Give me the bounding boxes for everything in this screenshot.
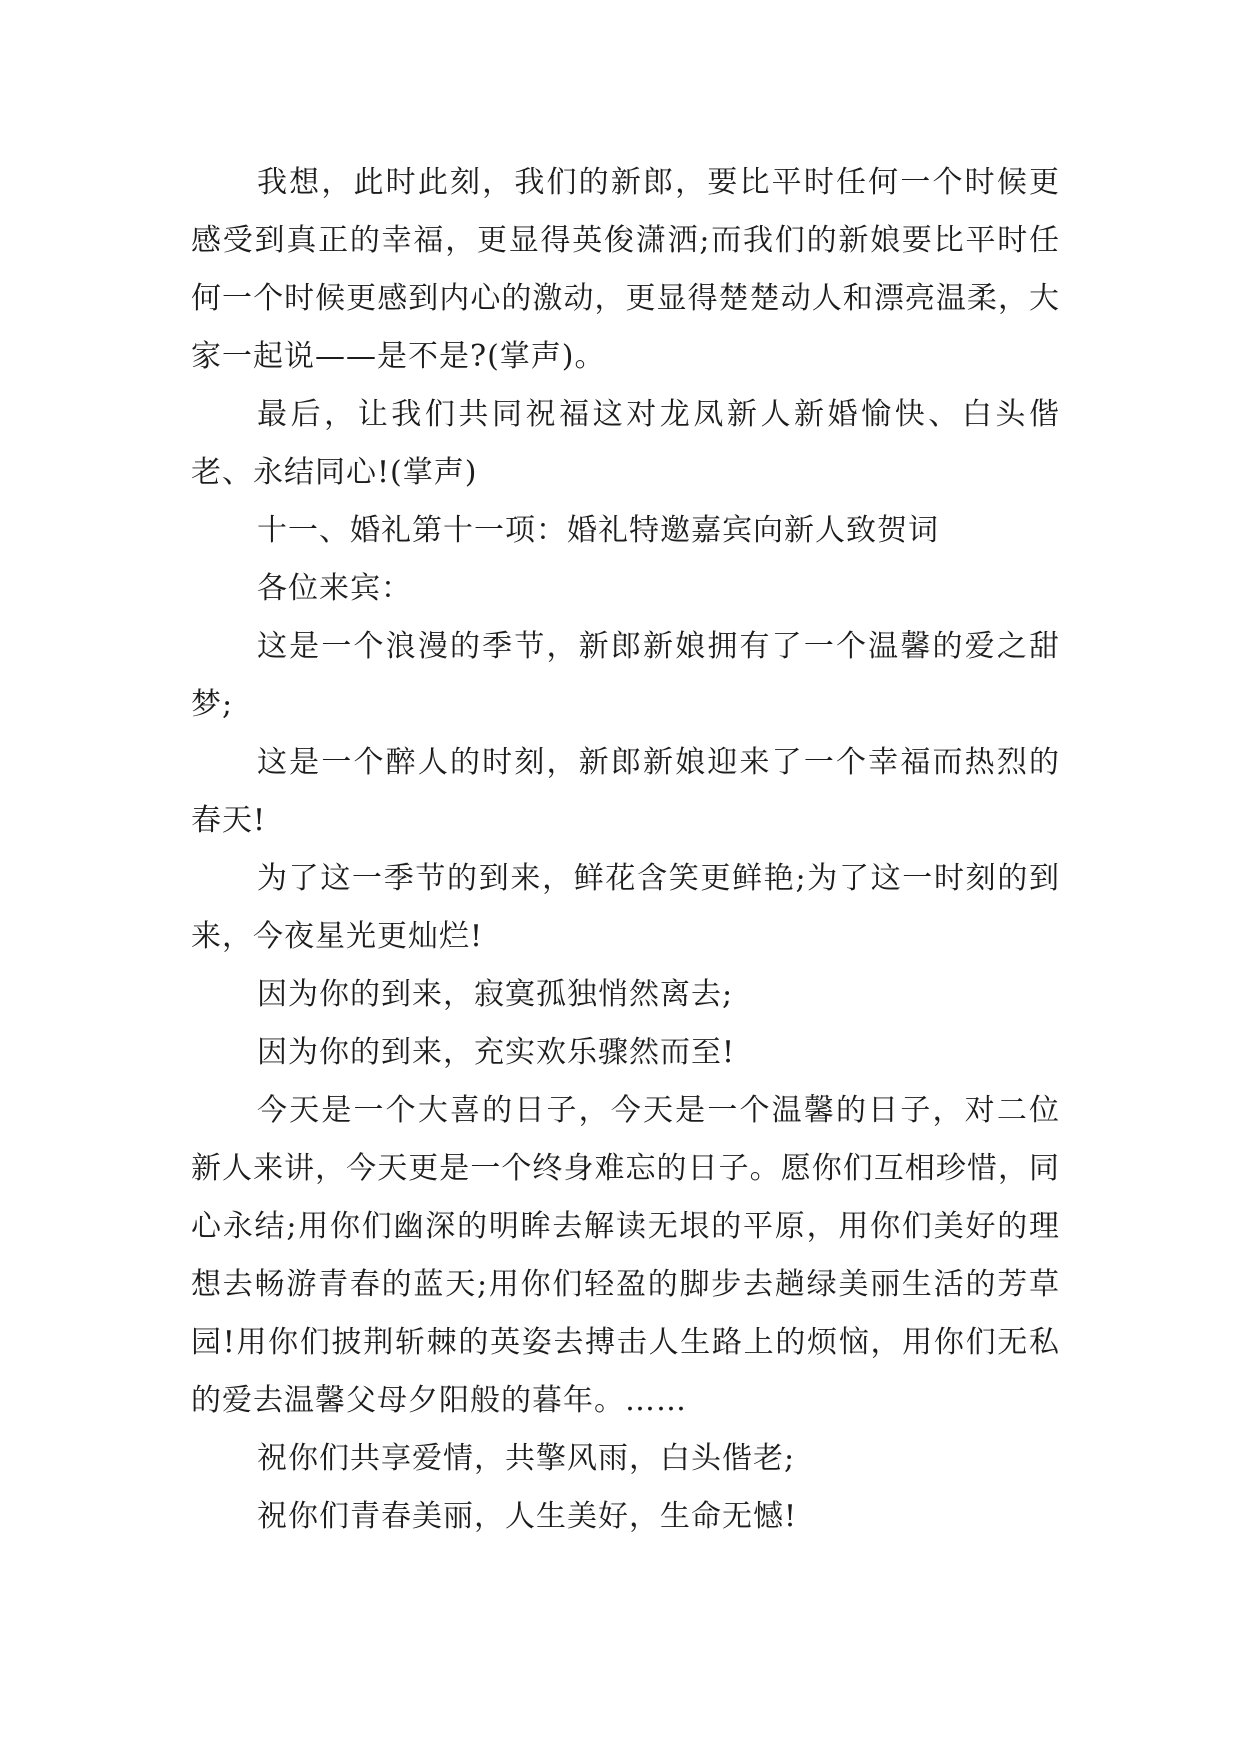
document-body [191,154,1060,1546]
paragraph: 因为你的到来，充实欢乐骤然而至! [257,1035,736,1070]
paragraph: 因为你的到来，寂寞孤独悄然离去; [257,977,734,1012]
salutation: 各位来宾： [257,571,412,606]
paragraph: 这是一个醉人的时刻，新郎新娘迎来了一个幸福而热烈的春天! [191,745,1060,838]
paragraph: 祝你们共享爱情，共擎风雨，白头偕老; [257,1441,796,1476]
paragraph: 最后，让我们共同祝福这对龙凤新人新婚愉快、白头偕老、永结同心!(掌声) [191,397,1060,490]
section-heading: 十一、婚礼第十一项：婚礼特邀嘉宾向新人致贺词 [257,513,939,548]
paragraph: 为了这一季节的到来，鲜花含笑更鲜艳;为了这一时刻的到来，今夜星光更灿烂! [191,861,1060,954]
paragraph: 这是一个浪漫的季节，新郎新娘拥有了一个温馨的爱之甜梦; [191,629,1060,722]
paragraph: 今天是一个大喜的日子，今天是一个温馨的日子，对二位新人来讲，今天更是一个终身难忘的日子。愿你们互相珍惜，同心永结;用你们幽深的明眸去解读无垠的平原，用你们美好的理想去畅游青春的蓝天;用你们轻盈的脚步去趟绿美丽生活的芳草园!用你们披荆斩棘的英姿去搏击人生路上的烦恼，用你们无私的爱去温馨父母夕阳般的暮年。…… [191,1093,1060,1418]
paragraph: 我想，此时此刻，我们的新郎，要比平时任何一个时候更感受到真正的幸福，更显得英俊潇洒;而我们的新娘要比平时任何一个时候更感到内心的激动，更显得楚楚动人和漂亮温柔，大家一起说——是不是?(掌声)。 [191,165,1060,374]
paragraph: 祝你们青春美丽，人生美好，生命无憾! [257,1499,798,1534]
